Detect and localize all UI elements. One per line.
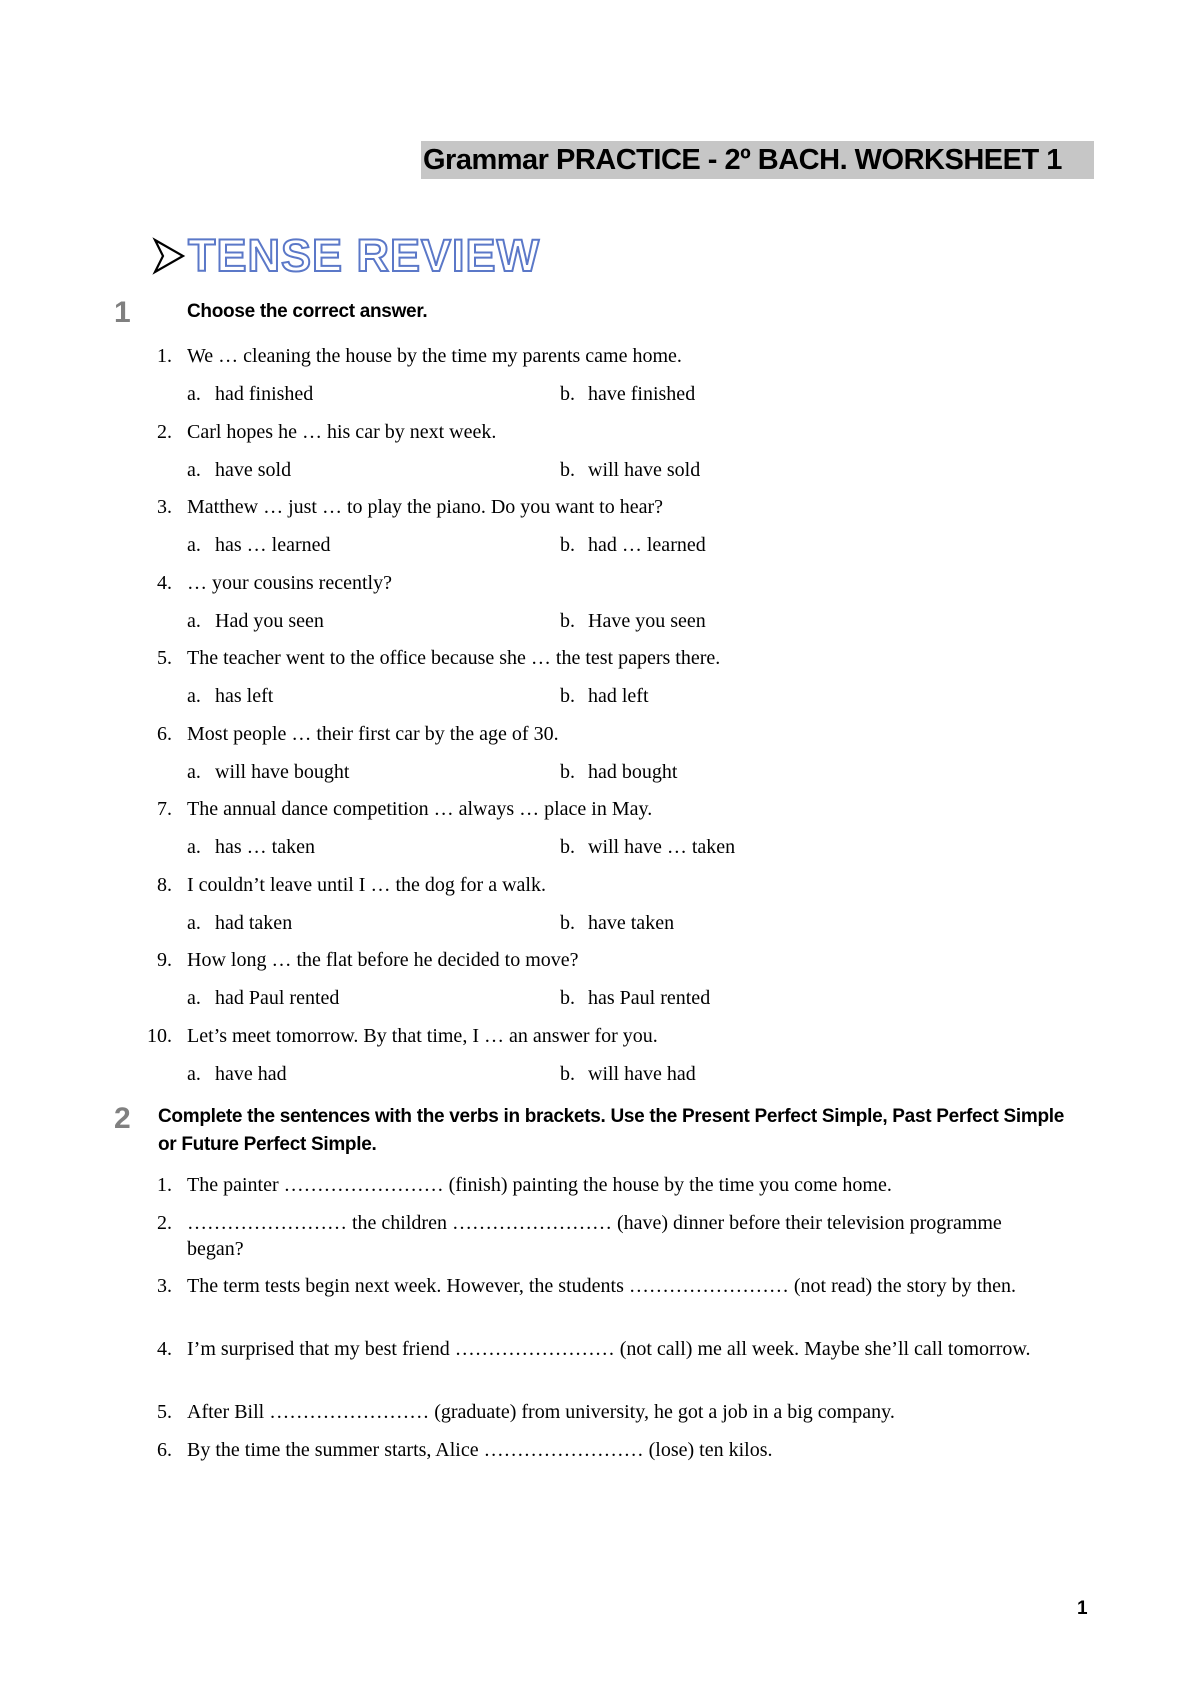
option-letter: a. [187, 534, 201, 556]
question-text: The term tests begin next week. However, the students …………………… (not read) the story by then. [187, 1275, 1017, 1297]
section-title: TENSE REVIEW [188, 230, 541, 281]
option-text: had bought [588, 761, 678, 783]
option-letter: b. [560, 912, 575, 934]
option-text: had left [588, 685, 649, 707]
option-letter: a. [187, 836, 201, 858]
question-row [0, 1022, 1200, 1050]
question-text: Matthew … just … to play the piano. Do you want to hear? [187, 496, 664, 518]
question-number: 6. [157, 1439, 172, 1461]
option-a[interactable] [187, 682, 273, 710]
options-row [0, 682, 1200, 710]
option-text: will have … taken [588, 836, 736, 858]
question-text: We … cleaning the house by the time my parents came home. [187, 345, 682, 367]
question-number: 2. [157, 421, 172, 443]
question-text: Let’s meet tomorrow. By that time, I … an answer for you. [187, 1025, 658, 1047]
option-b[interactable] [560, 531, 706, 559]
question-text: The teacher went to the office because she … the test papers there. [187, 647, 721, 669]
option-b[interactable] [560, 456, 700, 484]
option-a[interactable] [187, 531, 331, 559]
options-row [0, 531, 1200, 559]
option-letter: b. [560, 459, 575, 481]
exercise-2-instruction: Complete the sentences with the verbs in brackets. Use the Present Perfect Simple, Past Perfect Simple or Future Perfect Simple. [158, 1106, 1065, 1155]
option-b[interactable] [560, 607, 706, 635]
option-a[interactable] [187, 456, 291, 484]
option-letter: a. [187, 383, 201, 405]
question-number: 10. [147, 1025, 172, 1047]
option-letter: b. [560, 383, 575, 405]
question-text: The annual dance competition … always … place in May. [187, 798, 653, 820]
option-letter: b. [560, 685, 575, 707]
options-row [0, 984, 1200, 1012]
question-text: I’m surprised that my best friend …………………… (not call) me all week. Maybe she’ll call tomorrow. [187, 1338, 1031, 1360]
option-text: have sold [215, 459, 292, 481]
option-text: Had you seen [215, 610, 324, 632]
question-number: 6. [157, 723, 172, 745]
options-row [0, 607, 1200, 635]
question-row [0, 569, 1200, 597]
option-letter: a. [187, 685, 201, 707]
question-text: … your cousins recently? [187, 572, 392, 594]
question-row [0, 720, 1200, 748]
question-number: 4. [157, 1338, 172, 1360]
question-text: I couldn’t leave until I … the dog for a walk. [187, 874, 546, 896]
options-row [0, 758, 1200, 786]
option-text: will have bought [215, 761, 350, 783]
option-a[interactable] [187, 984, 339, 1012]
exercise-1-instruction: Choose the correct answer. [187, 301, 428, 322]
option-b[interactable] [560, 758, 677, 786]
question-row [0, 342, 1200, 370]
arrow-bullet-icon [152, 236, 186, 276]
question-text: After Bill …………………… (graduate) from university, he got a job in a big company. [187, 1401, 895, 1423]
option-letter: a. [187, 912, 201, 934]
option-text: has left [215, 685, 274, 707]
question-number: 5. [157, 647, 172, 669]
question-number: 5. [157, 1401, 172, 1423]
option-letter: b. [560, 610, 575, 632]
option-a[interactable] [187, 758, 349, 786]
question-row [0, 644, 1200, 672]
option-b[interactable] [560, 1060, 696, 1088]
option-text: will have sold [588, 459, 701, 481]
section-heading [152, 226, 540, 286]
option-b[interactable] [560, 380, 695, 408]
question-text: How long … the flat before he decided to move? [187, 949, 579, 971]
option-text: had … learned [588, 534, 706, 556]
options-row [0, 833, 1200, 861]
question-row [0, 871, 1200, 899]
option-letter: a. [187, 610, 201, 632]
option-letter: a. [187, 987, 201, 1009]
question-number: 7. [157, 798, 172, 820]
question-text: The painter …………………… (finish) painting the house by the time you come home. [187, 1174, 892, 1196]
question-number: 1. [157, 1174, 172, 1196]
question-row [0, 493, 1200, 521]
option-text: will have had [588, 1063, 696, 1085]
option-b[interactable] [560, 909, 674, 937]
question-number: 9. [157, 949, 172, 971]
question-text: …………………… the children …………………… (have) dinner before their television programme began? [187, 1212, 1002, 1260]
question-row [0, 418, 1200, 446]
exercise-1-number: 1 [114, 296, 131, 329]
exercise-2-number: 2 [114, 1102, 131, 1135]
question-text: By the time the summer starts, Alice …………………… (lose) ten kilos. [187, 1439, 773, 1461]
option-letter: a. [187, 1063, 201, 1085]
option-b[interactable] [560, 833, 735, 861]
option-text: has Paul rented [588, 987, 711, 1009]
option-b[interactable] [560, 984, 710, 1012]
question-number: 1. [157, 345, 172, 367]
question-text: Carl hopes he … his car by next week. [187, 421, 497, 443]
option-a[interactable] [187, 607, 324, 635]
option-text: Have you seen [588, 610, 706, 632]
option-text: had taken [215, 912, 293, 934]
option-letter: b. [560, 534, 575, 556]
option-a[interactable] [187, 380, 313, 408]
options-row [0, 380, 1200, 408]
option-text: have finished [588, 383, 696, 405]
question-row [0, 946, 1200, 974]
option-a[interactable] [187, 909, 292, 937]
question-number: 4. [157, 572, 172, 594]
worksheet-title: Grammar PRACTICE - 2º BACH. WORKSHEET 1 [421, 141, 1094, 179]
option-text: has … learned [215, 534, 331, 556]
question-number: 3. [157, 1275, 172, 1297]
option-letter: b. [560, 987, 575, 1009]
option-text: had Paul rented [215, 987, 340, 1009]
option-text: have had [215, 1063, 287, 1085]
option-letter: a. [187, 761, 201, 783]
option-letter: a. [187, 459, 201, 481]
question-number: 2. [157, 1212, 172, 1234]
option-letter: b. [560, 761, 575, 783]
option-letter: b. [560, 1063, 575, 1085]
option-letter: b. [560, 836, 575, 858]
option-text: have taken [588, 912, 675, 934]
option-a[interactable] [187, 1060, 287, 1088]
question-number: 8. [157, 874, 172, 896]
options-row [0, 909, 1200, 937]
question-number: 3. [157, 496, 172, 518]
options-row [0, 1060, 1200, 1088]
options-row [0, 456, 1200, 484]
question-text: Most people … their first car by the age of 30. [187, 723, 559, 745]
page-number: 1 [1077, 1598, 1088, 1619]
question-row [0, 795, 1200, 823]
option-a[interactable] [187, 833, 315, 861]
option-b[interactable] [560, 682, 649, 710]
option-text: has … taken [215, 836, 315, 858]
option-text: had finished [215, 383, 314, 405]
